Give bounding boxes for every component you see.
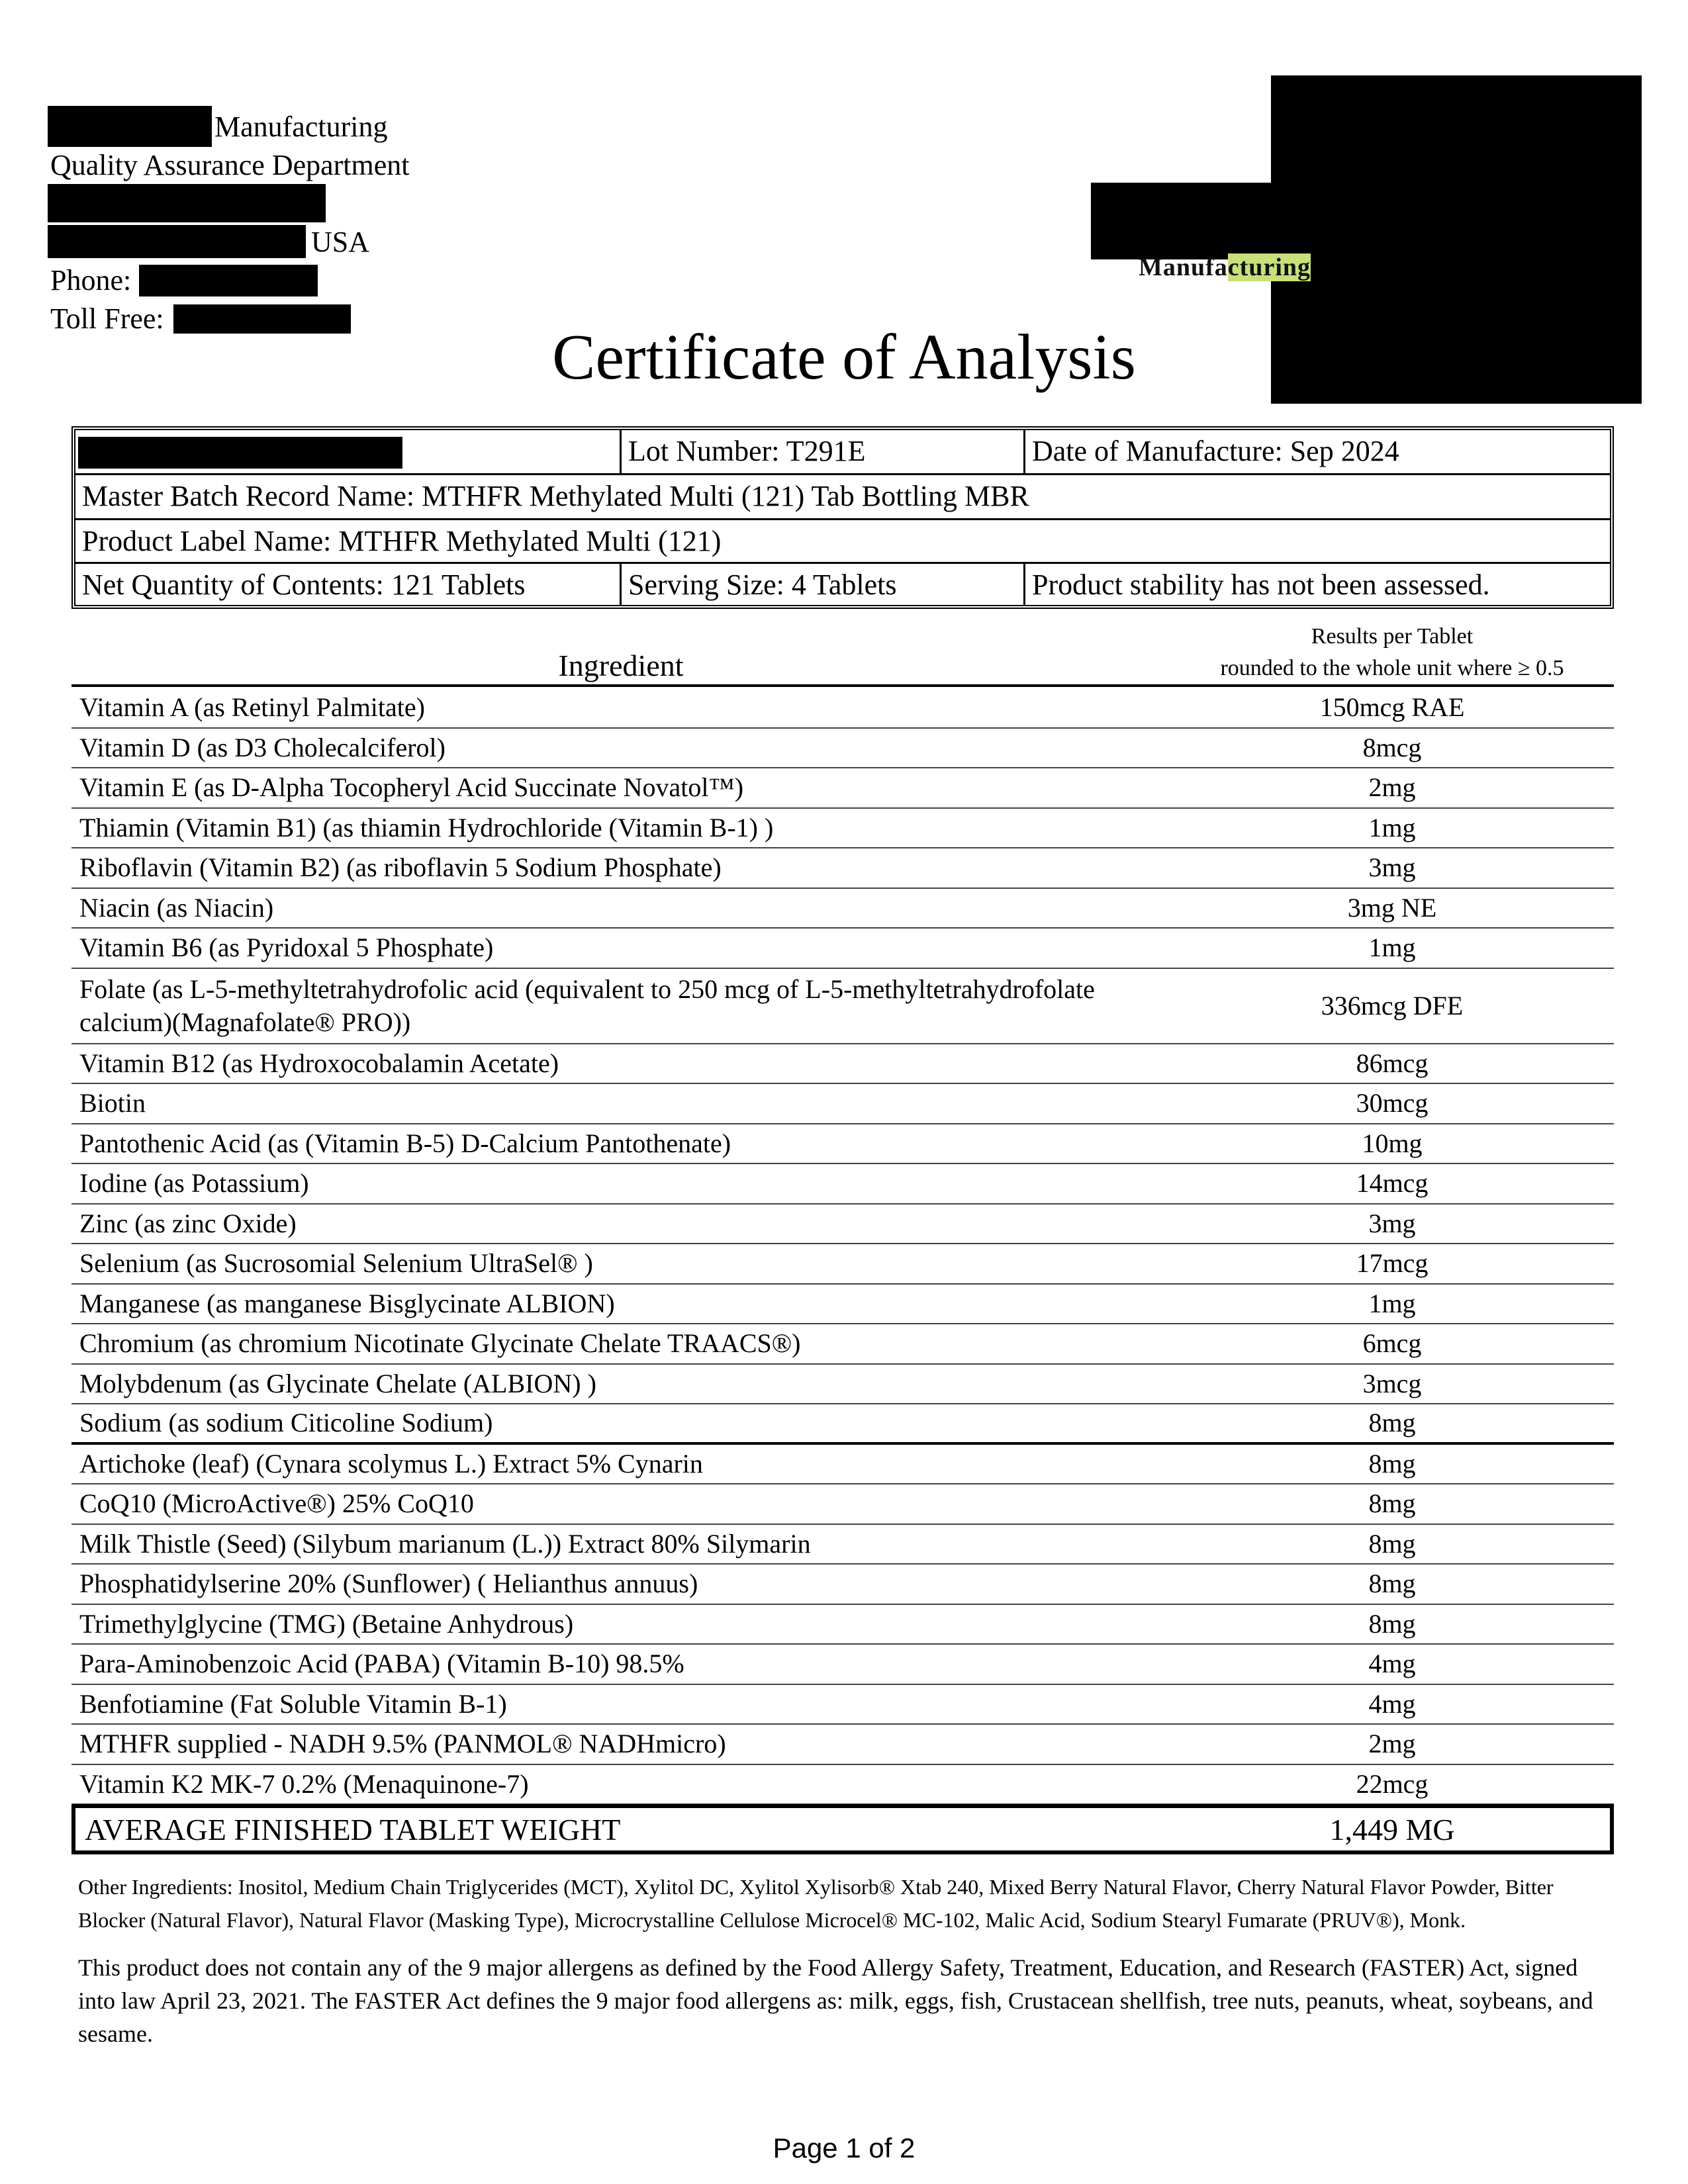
ingredient-result: 8mcg [1362,732,1422,762]
header-phone-label: Phone: [50,264,132,296]
ingredient-row [71,1285,1614,1325]
ingredient-result: 4mg [1368,1649,1416,1679]
product-label-name: Product Label Name: MTHFR Methylated Multi (121) [82,525,722,557]
ingredient-name: Manganese (as manganese Bisglycinate ALBION) [79,1288,615,1318]
ingredient-name: Phosphatidylserine 20% (Sunflower) ( Helianthus annuus) [79,1569,698,1599]
ingredient-name: Sodium (as sodium Citicoline Sodium) [79,1408,493,1438]
ingredient-name: Iodine (as Potassium) [79,1168,309,1199]
ingredient-result: 1mg [1368,933,1416,963]
ingredient-result: 8mg [1368,1528,1416,1559]
logo-wordmark: Manufacturing [1139,253,1311,281]
ingredient-row [71,889,1614,929]
info-row-master-batch [75,475,1610,520]
ingredient-name: CoQ10 (MicroActive®) 25% CoQ10 [79,1488,474,1519]
ingredient-name: Chromium (as chromium Nicotinate Glycinate Chelate TRAACS®) [79,1328,801,1359]
ingredients-table [71,688,1614,1805]
ingredient-name: Pantothenic Acid (as (Vitamin B-5) D-Calcium Pantothenate) [79,1128,731,1158]
redacted-logo-block-left [1091,183,1356,259]
ingredient-row [71,1605,1614,1645]
ingredient-row [71,688,1614,729]
average-tablet-weight-value: 1,449 MG [1329,1812,1455,1846]
ingredient-result: 6mcg [1362,1328,1422,1359]
average-tablet-weight-label: AVERAGE FINISHED TABLET WEIGHT [85,1812,621,1846]
ingredient-name: Vitamin E (as D-Alpha Tocopheryl Acid Succinate Novatol™) [79,772,744,803]
results-header-line1: Results per Tablet [1311,624,1474,649]
results-header-line2: rounded to the whole unit where ≥ 0.5 [1220,656,1564,680]
ingredient-result: 150mcg RAE [1319,692,1465,723]
ingredient-result: 1mg [1368,1288,1416,1318]
ingredient-column-header: Ingredient [558,649,684,682]
ingredient-name: Folate (as L-5-methyltetrahydrofolic acid (equivalent to 250 mcg of L-5-methyltetrahydrofolate calcium)(Magnafolate® PRO)) [79,974,1095,1037]
info-row-quantity [75,564,1610,605]
lot-number: Lot Number: T291E [628,435,866,467]
ingredients-header [71,621,1614,687]
redacted-address-line [48,184,326,222]
redacted-company-name [48,106,212,147]
ingredient-result: 8mg [1368,1569,1416,1599]
ingredient-row [71,969,1614,1044]
ingredient-result: 3mg [1368,852,1416,883]
ingredient-row [71,809,1614,849]
ingredient-row [71,1205,1614,1245]
ingredient-row [71,1445,1614,1485]
ingredient-result: 30mcg [1356,1088,1429,1118]
ingredient-row [71,1645,1614,1685]
header-manufacturing: Manufacturing [214,111,388,143]
ingredient-result: 2mg [1368,1729,1416,1759]
ingredient-result: 2mg [1368,772,1416,803]
serving-size: Serving Size: 4 Tablets [628,569,897,601]
other-ingredients: Other Ingredients: Inositol, Medium Chain Triglycerides (MCT), Xylitol DC, Xylitol Xylisorb® Xtab 240, Mixed Berry Natural Flavor, Cherry Natural Flavor Powder, Bitter Blocker (Natural Flavor), Natural Flavor (Masking Type), Microcrystalline Cellulose Microcel® MC-102, Malic Acid, Sodium Stearyl Fumarate (PRUV®), Monk. [78,1875,1554,1932]
product-info-table [71,426,1614,609]
ingredient-row [71,1404,1614,1445]
date-of-manufacture: Date of Manufacture: Sep 2024 [1032,435,1399,467]
ingredient-row [71,1164,1614,1205]
average-tablet-weight-row [71,1804,1614,1854]
ingredient-name: Milk Thistle (Seed) (Silybum marianum (L.)) Extract 80% Silymarin [79,1528,811,1559]
ingredient-row [71,1084,1614,1124]
ingredient-name: MTHFR supplied - NADH 9.5% (PANMOL® NADHmicro) [79,1729,726,1759]
ingredient-row [71,848,1614,889]
ingredient-row [71,768,1614,809]
ingredient-name: Trimethylglycine (TMG) (Betaine Anhydrous) [79,1608,574,1639]
page-number: Page 1 of 2 [773,2132,915,2163]
ingredient-row [71,1484,1614,1525]
redacted-phone [139,265,318,296]
ingredient-name: Niacin (as Niacin) [79,892,274,923]
info-row-lot [75,430,1610,475]
ingredient-name: Vitamin K2 MK-7 0.2% (Menaquinone-7) [79,1768,529,1799]
ingredient-result: 336mcg DFE [1321,990,1464,1021]
ingredient-result: 17mcg [1356,1248,1429,1279]
ingredient-name: Vitamin D (as D3 Cholecalciferol) [79,732,445,762]
ingredient-name: Biotin [79,1088,146,1118]
redacted-city-line [48,225,306,258]
redacted-product-code [78,437,402,469]
ingredient-name: Artichoke (leaf) (Cynara scolymus L.) Extract 5% Cynarin [79,1448,703,1479]
ingredient-result: 8mg [1368,1608,1416,1639]
header-qa-department: Quality Assurance Department [50,149,410,181]
ingredient-row [71,729,1614,769]
document-title: Certificate of Analysis [552,322,1136,393]
ingredient-result: 10mg [1362,1128,1423,1158]
header-country: USA [311,226,370,258]
ingredient-row [71,1365,1614,1405]
ingredient-row [71,1324,1614,1365]
ingredient-name: Vitamin B6 (as Pyridoxal 5 Phosphate) [79,933,494,963]
ingredient-name: Riboflavin (Vitamin B2) (as riboflavin 5 Sodium Phosphate) [79,852,722,883]
ingredient-name: Selenium (as Sucrosomial Selenium UltraSel® ) [79,1248,593,1279]
ingredient-result: 8mg [1368,1408,1416,1438]
ingredient-name: Vitamin B12 (as Hydroxocobalamin Acetate) [79,1048,559,1078]
ingredient-result: 8mg [1368,1448,1416,1479]
info-row-product-label [75,520,1610,564]
results-column-header [1170,621,1614,684]
ingredient-result: 1mg [1368,812,1416,842]
ingredient-name: Zinc (as zinc Oxide) [79,1208,297,1238]
stability-note: Product stability has not been assessed. [1032,569,1490,601]
ingredient-result: 8mg [1368,1488,1416,1519]
ingredient-name: Vitamin A (as Retinyl Palmitate) [79,692,425,723]
ingredient-result: 3mg NE [1347,892,1437,923]
ingredient-name: Para-Aminobenzoic Acid (PABA) (Vitamin B-10) 98.5% [79,1649,684,1679]
ingredient-result: 3mcg [1362,1368,1422,1398]
net-quantity: Net Quantity of Contents: 121 Tablets [82,569,526,601]
ingredient-result: 3mg [1368,1208,1416,1238]
ingredient-row [71,1685,1614,1725]
ingredient-result: 14mcg [1356,1168,1429,1199]
ingredient-row [71,1765,1614,1805]
ingredient-name: Benfotiamine (Fat Soluble Vitamin B-1) [79,1688,507,1719]
ingredient-row [71,1044,1614,1085]
ingredient-row [71,1725,1614,1765]
ingredient-result: 86mcg [1356,1048,1429,1078]
ingredient-name: Molybdenum (as Glycinate Chelate (ALBION) ) [79,1368,596,1398]
ingredient-row [71,1124,1614,1165]
ingredient-row [71,1565,1614,1605]
ingredient-name: Thiamin (Vitamin B1) (as thiamin Hydrochloride (Vitamin B-1) ) [79,812,774,842]
header-tollfree-label: Toll Free: [50,302,164,335]
master-batch-record: Master Batch Record Name: MTHFR Methylated Multi (121) Tab Bottling MBR [82,480,1029,512]
ingredient-row [71,1525,1614,1565]
allergen-statement: This product does not contain any of the 9 major allergens as defined by the Food Allergy Safety, Treatment, Education, and Research (FASTER) Act, signed into law April 23, 2021. The FASTER Act defines the 9 major food allergens as: milk, eggs, fish, Crustacean shellfish, tree nuts, peanuts, wheat, soybeans, and sesame. [78,1954,1593,2047]
ingredient-result: 4mg [1368,1688,1416,1719]
ingredient-result: 22mcg [1356,1768,1429,1799]
ingredient-row [71,929,1614,969]
ingredient-row [71,1244,1614,1285]
